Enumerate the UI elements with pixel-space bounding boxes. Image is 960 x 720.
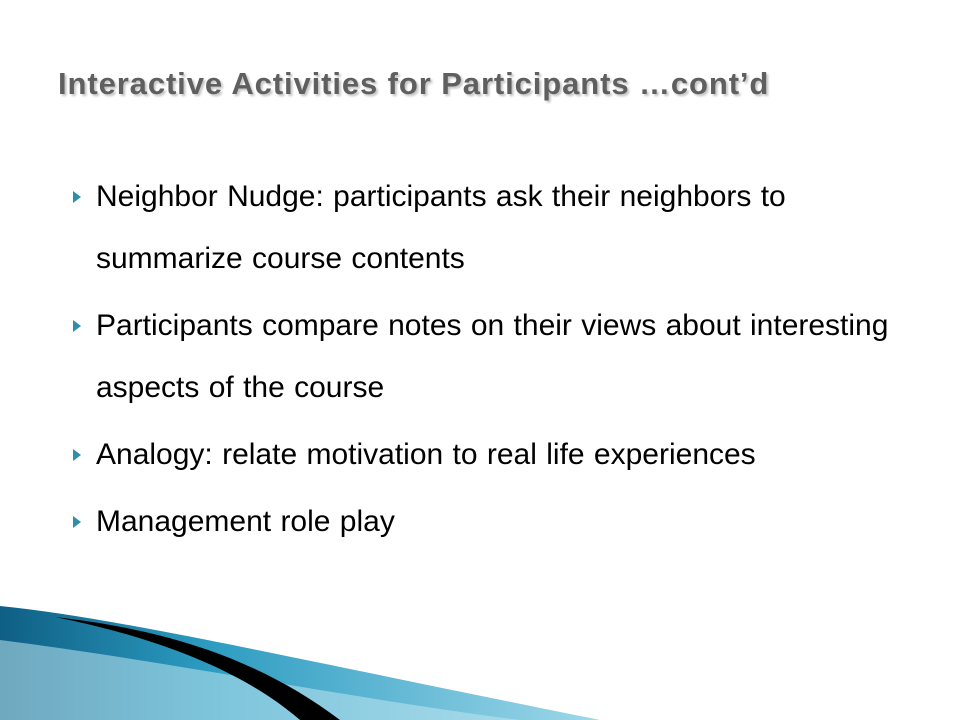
triangle-bullet-icon	[73, 449, 81, 461]
triangle-bullet-icon	[73, 320, 81, 332]
bullet-item	[70, 424, 920, 486]
slide-title: Interactive Activities for Participants …cont’d	[58, 66, 770, 101]
bullet-item	[70, 491, 920, 553]
bullet-text: Management role play	[96, 505, 395, 538]
bullet-text: Analogy: relate motivation to real life experiences	[96, 438, 756, 471]
bullet-text: Neighbor Nudge: participants ask their neighbors to summarize course contents	[96, 180, 786, 275]
bullet-list	[70, 166, 920, 558]
triangle-bullet-icon	[73, 516, 81, 528]
black-swoosh-shape	[55, 617, 340, 720]
bullet-item	[70, 166, 920, 290]
triangle-bullet-icon	[73, 191, 81, 203]
blue-wave-shape	[0, 606, 600, 720]
bullet-text: Participants compare notes on their views about interesting aspects of the course	[96, 309, 889, 404]
bullet-item	[70, 295, 920, 419]
light-wave-shape	[0, 640, 520, 720]
